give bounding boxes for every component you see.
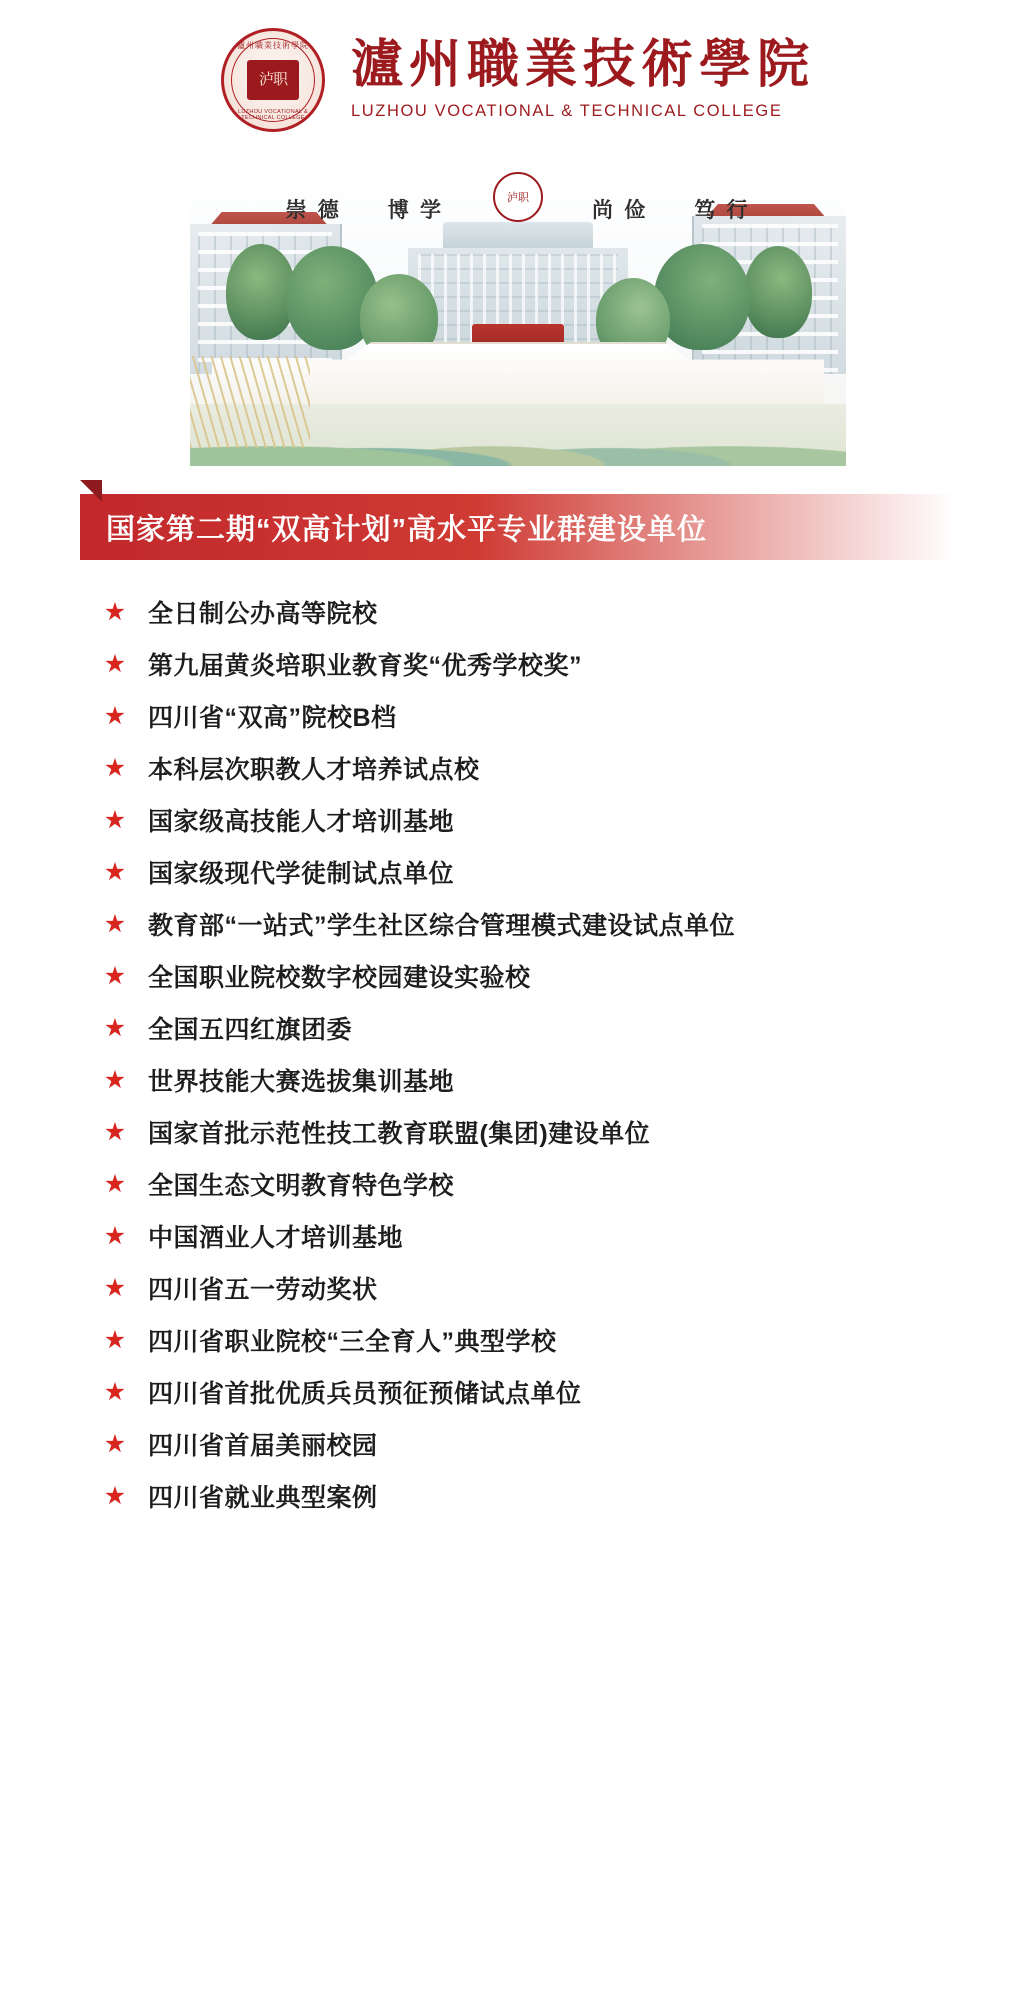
grass	[190, 356, 310, 448]
list-item	[80, 1314, 956, 1366]
list-item-label: 四川省职业院校“三全育人”典型学校	[148, 1328, 557, 1356]
achievements-list	[80, 586, 956, 1522]
list-item	[80, 1210, 956, 1262]
list-item-label: 第九届黄炎培职业教育奖“优秀学校奖”	[148, 652, 583, 680]
list-item-label: 中国酒业人才培训基地	[148, 1224, 404, 1252]
star-icon: ★	[103, 1325, 127, 1354]
star-icon: ★	[103, 753, 127, 782]
list-item	[80, 638, 956, 690]
gate-seal-icon: 泸职	[493, 172, 543, 222]
motto-word-2: 博 学	[387, 198, 444, 222]
list-item	[80, 1106, 956, 1158]
page-title: 瀘州職業技術學院	[350, 37, 815, 95]
star-icon: ★	[103, 597, 127, 626]
list-item-label: 四川省首届美丽校园	[148, 1432, 378, 1460]
motto-word-3: 尚 俭	[592, 198, 649, 222]
banner-wrap	[80, 494, 956, 560]
star-icon: ★	[103, 649, 127, 678]
star-icon: ★	[103, 1065, 127, 1094]
list-item-label: 四川省“双高”院校B档	[148, 704, 397, 732]
building-center-top	[443, 222, 593, 248]
section-banner-text: 国家第二期“双高计划”高水平专业群建设单位	[106, 513, 708, 546]
star-icon: ★	[103, 805, 127, 834]
star-icon: ★	[103, 1481, 127, 1510]
list-item-label: 世界技能大赛选拔集训基地	[148, 1068, 455, 1096]
crest-top-text: 瀘州職業技術學院	[236, 41, 309, 50]
list-item-label: 本科层次职教人才培养试点校	[148, 756, 480, 784]
list-item	[80, 690, 956, 742]
motto-word-4: 笃 行	[694, 198, 751, 222]
star-icon: ★	[103, 961, 127, 990]
list-item-label: 四川省就业典型案例	[148, 1484, 378, 1512]
header-titles	[351, 39, 815, 121]
star-icon: ★	[103, 1013, 127, 1042]
list-item	[80, 1418, 956, 1470]
star-icon: ★	[103, 1377, 127, 1406]
list-item	[80, 950, 956, 1002]
crest-center-text: 泸职	[247, 60, 299, 100]
list-item	[80, 742, 956, 794]
star-icon: ★	[103, 1429, 127, 1458]
section-banner	[80, 494, 956, 560]
university-crest-icon	[221, 28, 325, 132]
campus-gate-illustration	[190, 164, 846, 466]
list-item	[80, 1158, 956, 1210]
list-item-label: 四川省首批优质兵员预征预储试点单位	[148, 1380, 582, 1408]
list-item	[80, 586, 956, 638]
list-item	[80, 1366, 956, 1418]
list-item	[80, 1002, 956, 1054]
star-icon: ★	[103, 1221, 127, 1250]
page-header	[0, 0, 1036, 142]
star-icon: ★	[103, 1117, 127, 1146]
list-item-label: 全国五四红旗团委	[148, 1016, 353, 1044]
list-item	[80, 898, 956, 950]
list-item	[80, 1262, 956, 1314]
list-item-label: 国家级高技能人才培训基地	[148, 808, 455, 836]
tree-icon	[744, 246, 812, 338]
list-item-label: 国家首批示范性技工教育联盟(集团)建设单位	[148, 1120, 651, 1148]
list-item	[80, 794, 956, 846]
motto-word-1: 崇 德	[285, 198, 342, 222]
star-icon: ★	[103, 1169, 127, 1198]
motto-text	[190, 194, 846, 224]
list-item-label: 国家级现代学徒制试点单位	[148, 860, 455, 888]
list-item	[80, 846, 956, 898]
crest-bottom-text: LUZHOU VOCATIONAL & TECHNICAL COLLEGE	[238, 109, 308, 121]
list-item-label: 四川省五一劳动奖状	[148, 1276, 378, 1304]
list-item-label: 全国生态文明教育特色学校	[148, 1172, 455, 1200]
star-icon: ★	[103, 701, 127, 730]
star-icon: ★	[103, 857, 127, 886]
list-item-label: 全日制公办高等院校	[148, 600, 378, 628]
list-item-label: 全国职业院校数字校园建设实验校	[148, 964, 531, 992]
star-icon: ★	[103, 909, 127, 938]
list-item	[80, 1470, 956, 1522]
list-item-label: 教育部“一站式”学生社区综合管理模式建设试点单位	[148, 912, 736, 940]
list-item	[80, 1054, 956, 1106]
star-icon: ★	[103, 1273, 127, 1302]
page-subtitle: LUZHOU VOCATIONAL & TECHNICAL COLLEGE	[350, 101, 783, 120]
